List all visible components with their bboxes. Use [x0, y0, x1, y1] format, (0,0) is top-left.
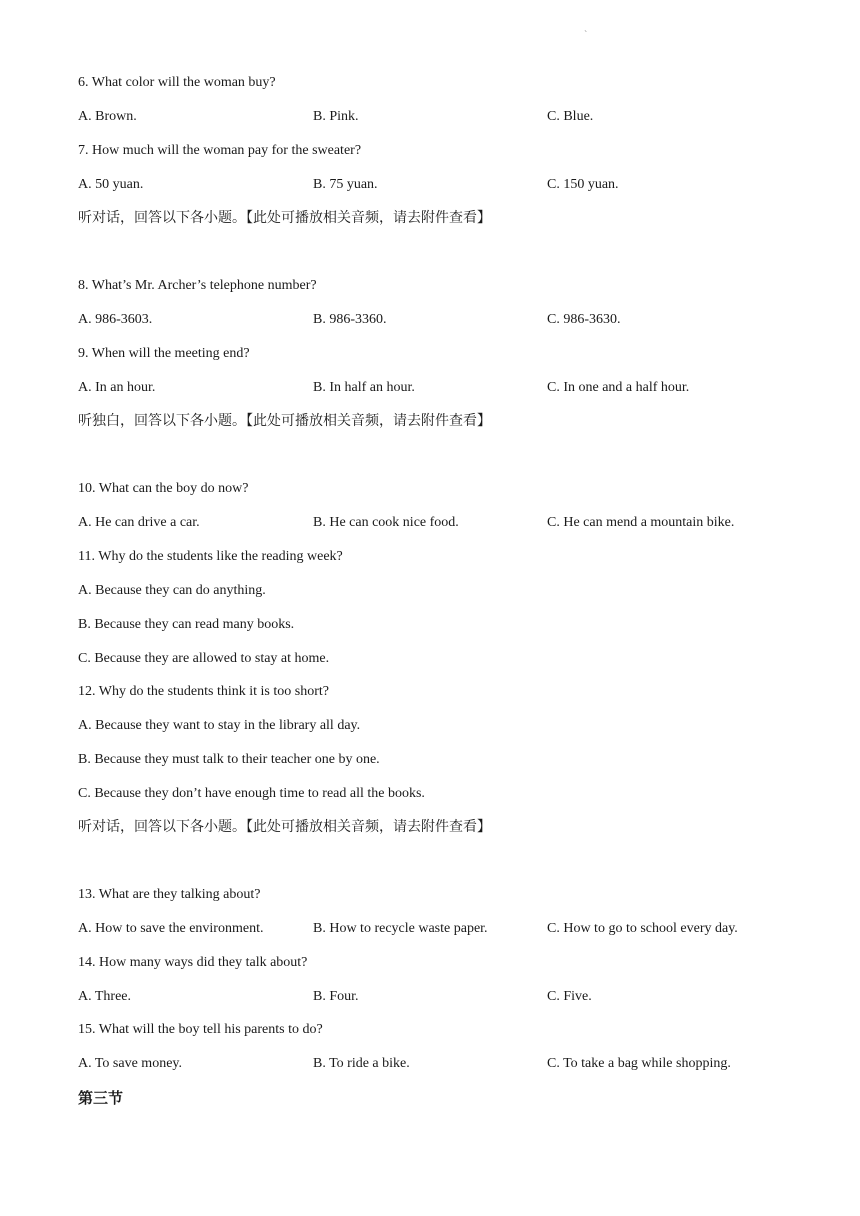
question-15: 15. What will the boy tell his parents to do? [78, 1022, 323, 1037]
q14-option-a: A. Three. [78, 989, 131, 1004]
q13-option-b: B. How to recycle waste paper. [313, 921, 488, 936]
q9-option-c: C. In one and a half hour. [547, 380, 690, 395]
instruction-dialogue-1: 听对话，回答以下各小题。【此处可播放相关音频，请去附件查看】 [78, 210, 491, 226]
header-mark: ` [584, 30, 588, 41]
q10-option-b: B. He can cook nice food. [313, 515, 459, 530]
question-10: 10. What can the boy do now? [78, 481, 249, 496]
q15-option-a: A. To save money. [78, 1056, 183, 1071]
question-7: 7. How much will the woman pay for the sweater? [78, 143, 362, 158]
question-13: 13. What are they talking about? [78, 887, 261, 902]
q12-option-a: A. Because they want to stay in the library all day. [78, 718, 361, 733]
q6-option-c: C. Blue. [547, 109, 594, 124]
section-heading: 第三节 [78, 1089, 124, 1107]
q9-option-b: B. In half an hour. [313, 380, 415, 395]
question-12: 12. Why do the students think it is too short? [78, 684, 329, 699]
instruction-dialogue-2: 听对话，回答以下各小题。【此处可播放相关音频，请去附件查看】 [78, 819, 491, 835]
question-9: 9. When will the meeting end? [78, 346, 250, 361]
q11-option-b: B. Because they can read many books. [78, 617, 295, 632]
q15-option-c: C. To take a bag while shopping. [547, 1056, 731, 1071]
q14-option-c: C. Five. [547, 989, 592, 1004]
q8-option-b: B. 986-3360. [313, 312, 387, 327]
q13-option-c: C. How to go to school every day. [547, 921, 738, 936]
question-11: 11. Why do the students like the reading week? [78, 549, 343, 564]
question-6: 6. What color will the woman buy? [78, 75, 276, 90]
instruction-monologue: 听独白，回答以下各小题。【此处可播放相关音频，请去附件查看】 [78, 413, 491, 429]
question-8: 8. What’s Mr. Archer’s telephone number? [78, 278, 317, 293]
question-14: 14. How many ways did they talk about? [78, 955, 308, 970]
q12-option-c: C. Because they don’t have enough time to read all the books. [78, 786, 425, 801]
q11-option-a: A. Because they can do anything. [78, 583, 266, 598]
q10-option-a: A. He can drive a car. [78, 515, 200, 530]
q7-option-c: C. 150 yuan. [547, 177, 619, 192]
q8-option-c: C. 986-3630. [547, 312, 621, 327]
q10-option-c: C. He can mend a mountain bike. [547, 515, 735, 530]
q11-option-c: C. Because they are allowed to stay at home. [78, 651, 330, 666]
q14-option-b: B. Four. [313, 989, 359, 1004]
q9-option-a: A. In an hour. [78, 380, 156, 395]
q6-option-a: A. Brown. [78, 109, 137, 124]
q12-option-b: B. Because they must talk to their teacher one by one. [78, 752, 380, 767]
q6-option-b: B. Pink. [313, 109, 359, 124]
q7-option-b: B. 75 yuan. [313, 177, 378, 192]
q15-option-b: B. To ride a bike. [313, 1056, 410, 1071]
q7-option-a: A. 50 yuan. [78, 177, 144, 192]
q13-option-a: A. How to save the environment. [78, 921, 264, 936]
q8-option-a: A. 986-3603. [78, 312, 153, 327]
